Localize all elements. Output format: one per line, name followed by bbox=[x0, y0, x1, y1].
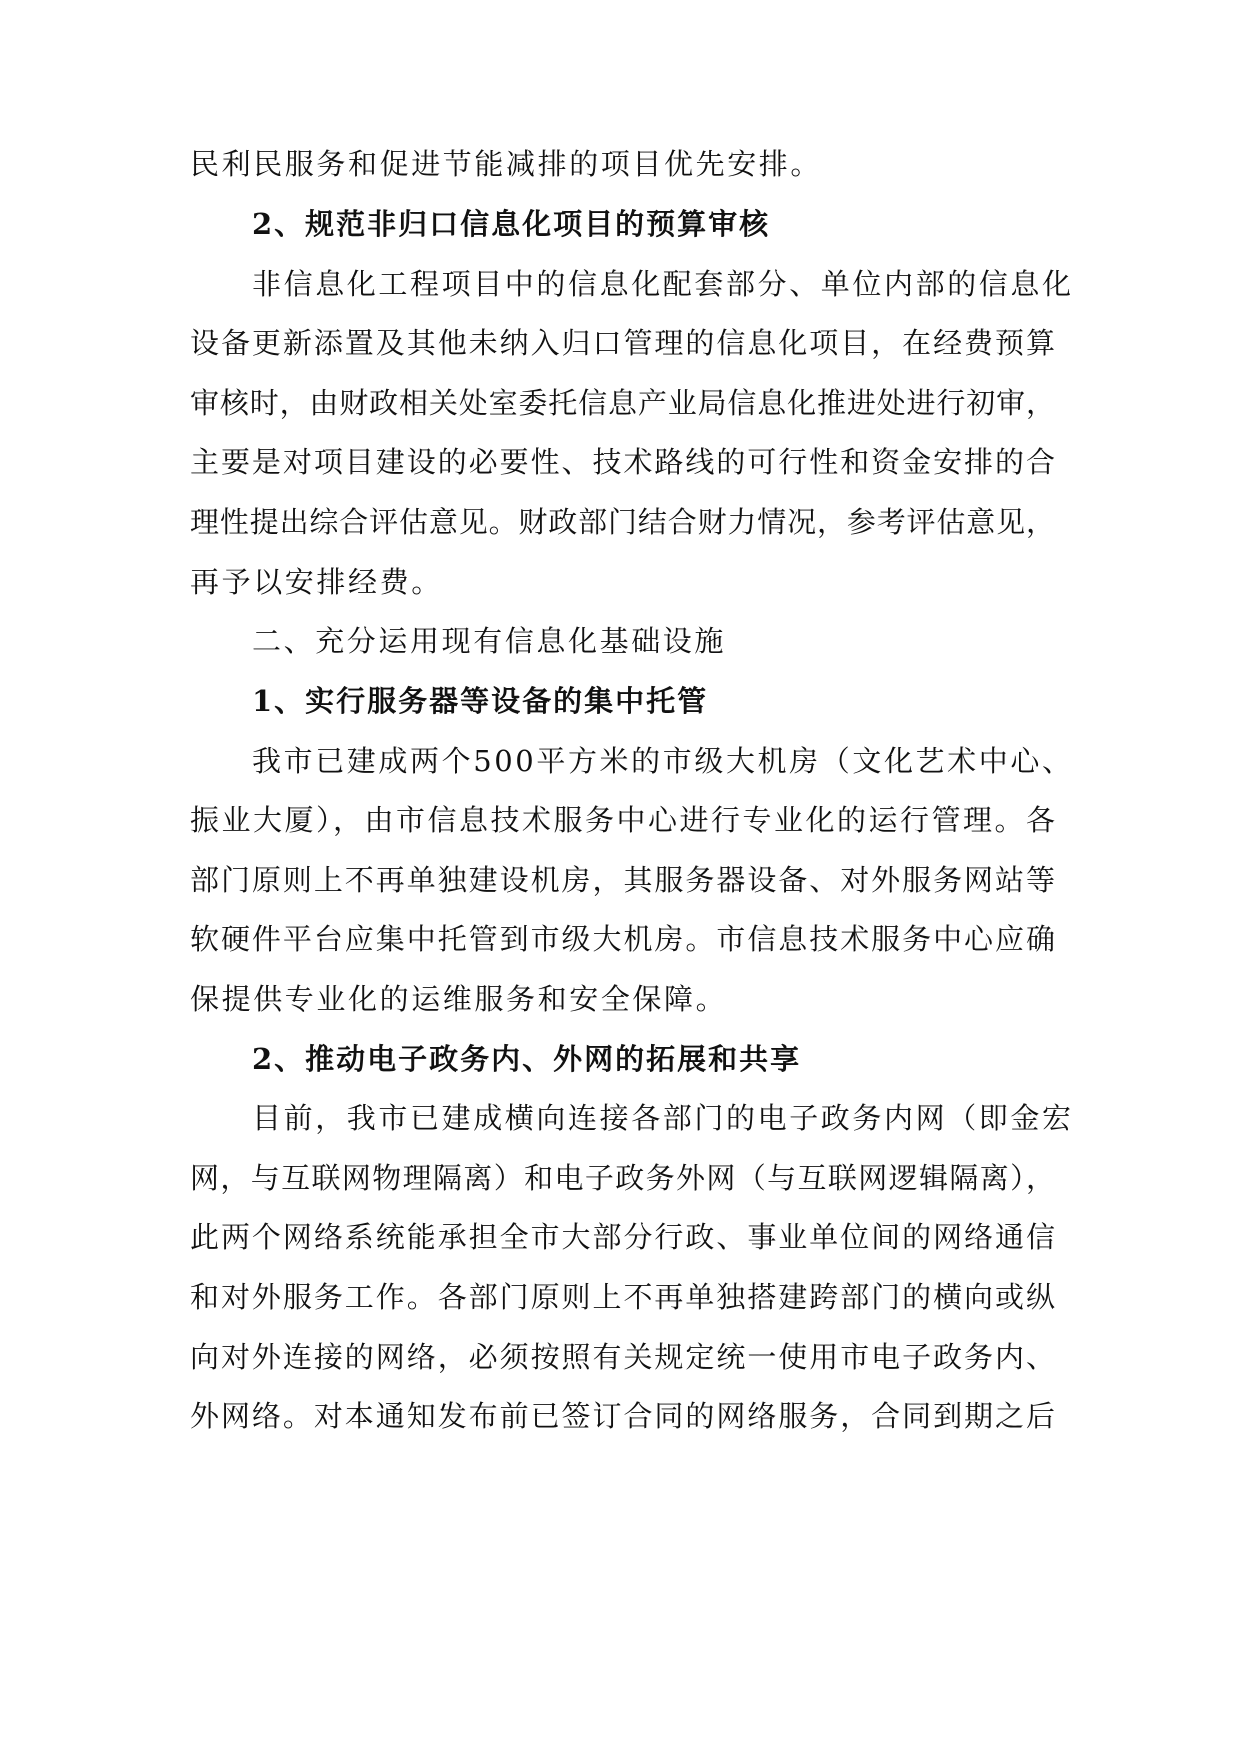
paragraph-line: 网，与互联网物理隔离）和电子政务外网（与互联网逻辑隔离）， bbox=[190, 1161, 1055, 1195]
paragraph-line: 保提供专业化的运维服务和安全保障。 bbox=[190, 982, 728, 1016]
paragraph-line: 设备更新添置及其他未纳入归口管理的信息化项目，在经费预算 bbox=[190, 326, 1055, 360]
paragraph-line: 向对外连接的网络，必须按照有关规定统一使用市电子政务内、 bbox=[190, 1340, 1055, 1374]
subsection-heading: 2、推动电子政务内、外网的拓展和共享 bbox=[252, 1042, 802, 1076]
paragraph-line: 审核时，由财政相关处室委托信息产业局信息化推进处进行初审， bbox=[190, 386, 1055, 420]
section-heading: 二、充分运用现有信息化基础设施 bbox=[252, 624, 727, 658]
paragraph-line: 软硬件平台应集中托管到市级大机房。市信息技术服务中心应确 bbox=[190, 922, 1055, 956]
paragraph-line: 外网络。对本通知发布前已签订合同的网络服务，合同到期之后 bbox=[190, 1399, 1055, 1433]
paragraph-line: 和对外服务工作。各部门原则上不再单独搭建跨部门的横向或纵 bbox=[190, 1280, 1055, 1314]
paragraph-line: 我市已建成两个500平方米的市级大机房（文化艺术中心、 bbox=[252, 744, 1074, 778]
paragraph-line: 民利民服务和促进节能减排的项目优先安排。 bbox=[190, 147, 823, 181]
paragraph-line: 部门原则上不再单独建设机房，其服务器设备、对外服务网站等 bbox=[190, 863, 1055, 897]
paragraph-line: 此两个网络系统能承担全市大部分行政、事业单位间的网络通信 bbox=[190, 1220, 1055, 1254]
subsection-heading: 1、实行服务器等设备的集中托管 bbox=[252, 684, 709, 718]
paragraph-line: 再予以安排经费。 bbox=[190, 565, 443, 599]
paragraph-line: 非信息化工程项目中的信息化配套部分、单位内部的信息化 bbox=[252, 267, 1074, 301]
paragraph-line: 理性提出综合评估意见。财政部门结合财力情况，参考评估意见， bbox=[190, 505, 1055, 539]
paragraph-line: 目前，我市已建成横向连接各部门的电子政务内网（即金宏 bbox=[252, 1101, 1074, 1135]
paragraph-line: 主要是对项目建设的必要性、技术路线的可行性和资金安排的合 bbox=[190, 445, 1055, 479]
subsection-heading: 2、规范非归口信息化项目的预算审核 bbox=[252, 207, 771, 241]
paragraph-line: 振业大厦），由市信息技术服务中心进行专业化的运行管理。各 bbox=[190, 803, 1055, 837]
